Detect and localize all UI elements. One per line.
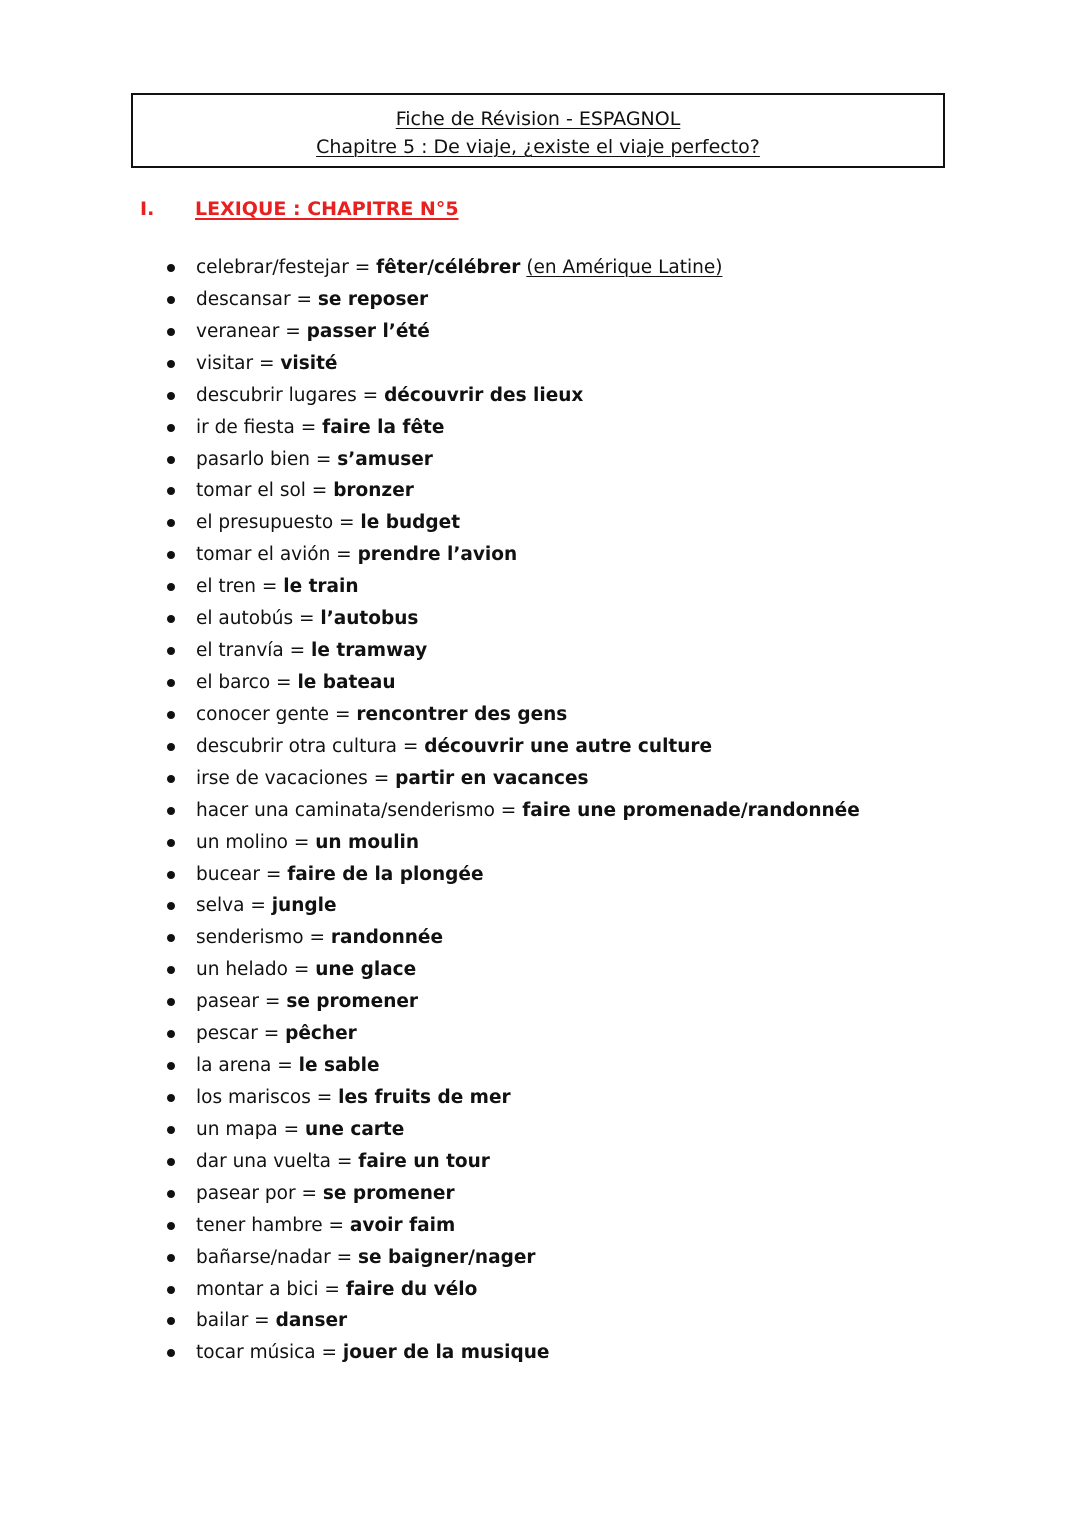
spanish-term: el tren =: [196, 576, 284, 598]
french-translation: randonnée: [330, 927, 444, 949]
spanish-term: ir de fiesta =: [196, 416, 323, 438]
french-translation: jouer de la musique: [342, 1342, 550, 1364]
spanish-term: un helado =: [196, 959, 316, 981]
bullet-icon: [167, 1094, 175, 1102]
bullet-icon: [167, 1030, 175, 1038]
bullet-icon: [167, 1062, 175, 1070]
spanish-term: el autobús =: [196, 608, 321, 630]
document-title: Fiche de Révision - ESPAGNOL: [395, 108, 681, 130]
vocabulary-list: [0, 252, 860, 1369]
spanish-term: pasarlo bien =: [196, 448, 338, 470]
french-translation: s’amuser: [337, 448, 433, 470]
french-translation: l’autobus: [320, 608, 419, 630]
spanish-term: pescar =: [196, 1023, 286, 1045]
spanish-term: bailar =: [196, 1310, 276, 1332]
section-heading: [140, 196, 459, 222]
french-translation: visité: [280, 352, 338, 374]
bullet-icon: [167, 392, 175, 400]
french-translation: faire la fête: [322, 416, 445, 438]
vocab-item: [0, 667, 860, 699]
spanish-term: descubrir otra cultura =: [196, 735, 425, 757]
bullet-icon: [167, 328, 175, 336]
vocab-item: [0, 1274, 860, 1306]
french-translation: le sable: [298, 1055, 380, 1077]
spanish-term: la arena =: [196, 1055, 299, 1077]
spanish-term: selva =: [196, 895, 272, 917]
bullet-icon: [167, 934, 175, 942]
vocab-item: [0, 507, 860, 539]
spanish-term: tomar el avión =: [196, 544, 358, 566]
french-translation: découvrir des lieux: [384, 384, 584, 406]
usage-note: (en Amérique Latine): [526, 257, 723, 278]
vocab-item: [0, 284, 860, 316]
spanish-term: los mariscos =: [196, 1086, 339, 1108]
bullet-icon: [167, 871, 175, 879]
french-translation: un moulin: [315, 831, 420, 853]
bullet-icon: [167, 902, 175, 910]
french-translation: les fruits de mer: [338, 1086, 511, 1108]
french-translation: découvrir une autre culture: [424, 735, 713, 757]
vocab-item: [0, 571, 860, 603]
bullet-icon: [167, 583, 175, 591]
vocab-item: [0, 986, 860, 1018]
spanish-term: irse de vacaciones =: [196, 767, 396, 789]
bullet-icon: [167, 456, 175, 464]
french-translation: faire une promenade/randonnée: [522, 799, 860, 821]
french-translation: le tramway: [311, 640, 428, 662]
bullet-icon: [167, 1126, 175, 1134]
bullet-icon: [167, 647, 175, 655]
french-translation: se reposer: [317, 288, 429, 310]
bullet-icon: [167, 424, 175, 432]
french-translation: passer l’été: [306, 320, 430, 342]
french-translation: se promener: [322, 1182, 455, 1204]
french-translation: avoir faim: [349, 1214, 456, 1236]
bullet-icon: [167, 296, 175, 304]
vocab-item: [0, 1082, 860, 1114]
spanish-term: senderismo =: [196, 927, 331, 949]
french-translation: se promener: [286, 991, 419, 1013]
section-title: LEXIQUE : CHAPITRE N°5: [195, 198, 459, 220]
vocab-item: [0, 795, 860, 827]
spanish-term: descubrir lugares =: [196, 384, 385, 406]
spanish-term: un molino =: [196, 831, 316, 853]
vocab-item: [0, 252, 860, 284]
bullet-icon: [167, 711, 175, 719]
vocab-item: [0, 763, 860, 795]
spanish-term: bañarse/nadar =: [196, 1246, 359, 1268]
section-number: I.: [140, 198, 155, 220]
vocab-item: [0, 539, 860, 571]
french-translation: jungle: [271, 895, 337, 917]
bullet-icon: [167, 775, 175, 783]
vocab-item: [0, 444, 860, 476]
vocab-item: [0, 1210, 860, 1242]
french-translation: faire de la plongée: [287, 863, 484, 885]
spanish-term: conocer gente =: [196, 703, 357, 725]
vocab-item: [0, 1242, 860, 1274]
spanish-term: visitar =: [196, 352, 281, 374]
bullet-icon: [167, 551, 175, 559]
french-translation: le bateau: [297, 671, 396, 693]
french-translation: se baigner/nager: [358, 1246, 536, 1268]
spanish-term: un mapa =: [196, 1118, 306, 1140]
spanish-term: tener hambre =: [196, 1214, 350, 1236]
french-translation: rencontrer des gens: [356, 703, 568, 725]
vocab-item: [0, 1018, 860, 1050]
vocab-item: [0, 890, 860, 922]
bullet-icon: [167, 264, 175, 272]
french-translation: pêcher: [285, 1023, 357, 1045]
spanish-term: celebrar/festejar =: [196, 257, 377, 278]
bullet-icon: [167, 360, 175, 368]
french-translation: une carte: [305, 1118, 405, 1140]
vocab-item: [0, 827, 860, 859]
vocab-item: [0, 922, 860, 954]
spanish-term: bucear =: [196, 863, 288, 885]
bullet-icon: [167, 807, 175, 815]
spanish-term: dar una vuelta =: [196, 1150, 359, 1172]
bullet-icon: [167, 966, 175, 974]
vocab-item: [0, 635, 860, 667]
bullet-icon: [167, 998, 175, 1006]
bullet-icon: [167, 487, 175, 495]
bullet-icon: [167, 1190, 175, 1198]
bullet-icon: [167, 1222, 175, 1230]
spanish-term: tocar música =: [196, 1342, 343, 1364]
vocab-item: [0, 1114, 860, 1146]
french-translation: le budget: [360, 512, 461, 534]
french-translation: faire du vélo: [345, 1278, 478, 1300]
spanish-term: descansar =: [196, 288, 318, 310]
spanish-term: montar a bici =: [196, 1278, 346, 1300]
spanish-term: el barco =: [196, 671, 298, 693]
spanish-term: tomar el sol =: [196, 480, 334, 502]
vocab-item: [0, 954, 860, 986]
vocab-item: [0, 1337, 860, 1369]
spanish-term: pasear por =: [196, 1182, 323, 1204]
vocab-item: [0, 699, 860, 731]
french-translation: bronzer: [333, 480, 414, 502]
bullet-icon: [167, 679, 175, 687]
bullet-icon: [167, 1349, 175, 1357]
french-translation: une glace: [315, 959, 417, 981]
french-translation: le train: [283, 576, 359, 598]
vocab-item: [0, 603, 860, 635]
vocab-item: [0, 1146, 860, 1178]
vocab-item: [0, 380, 860, 412]
french-translation: danser: [275, 1310, 348, 1332]
vocab-item: [0, 475, 860, 507]
bullet-icon: [167, 519, 175, 527]
french-translation: partir en vacances: [395, 767, 589, 789]
vocab-item: [0, 1050, 860, 1082]
vocab-item: [0, 316, 860, 348]
vocab-item: [0, 1178, 860, 1210]
vocab-item: [0, 1305, 860, 1337]
document-title-box: [131, 93, 945, 168]
french-translation: faire un tour: [358, 1150, 490, 1172]
spanish-term: el presupuesto =: [196, 512, 361, 534]
chapter-title: Chapitre 5 : De viaje, ¿existe el viaje perfecto?: [316, 136, 760, 158]
bullet-icon: [167, 1317, 175, 1325]
bullet-icon: [167, 1158, 175, 1166]
bullet-icon: [167, 743, 175, 751]
spanish-term: el tranvía =: [196, 640, 312, 662]
spanish-term: veranear =: [196, 320, 307, 342]
french-translation: fêter/célébrer: [376, 257, 521, 278]
bullet-icon: [167, 615, 175, 623]
bullet-icon: [167, 1286, 175, 1294]
vocab-item: [0, 731, 860, 763]
spanish-term: hacer una caminata/senderismo =: [196, 799, 523, 821]
vocab-item: [0, 412, 860, 444]
french-translation: prendre l’avion: [357, 544, 518, 566]
vocab-item: [0, 348, 860, 380]
spanish-term: pasear =: [196, 991, 287, 1013]
vocab-item: [0, 859, 860, 891]
bullet-icon: [167, 839, 175, 847]
bullet-icon: [167, 1254, 175, 1262]
